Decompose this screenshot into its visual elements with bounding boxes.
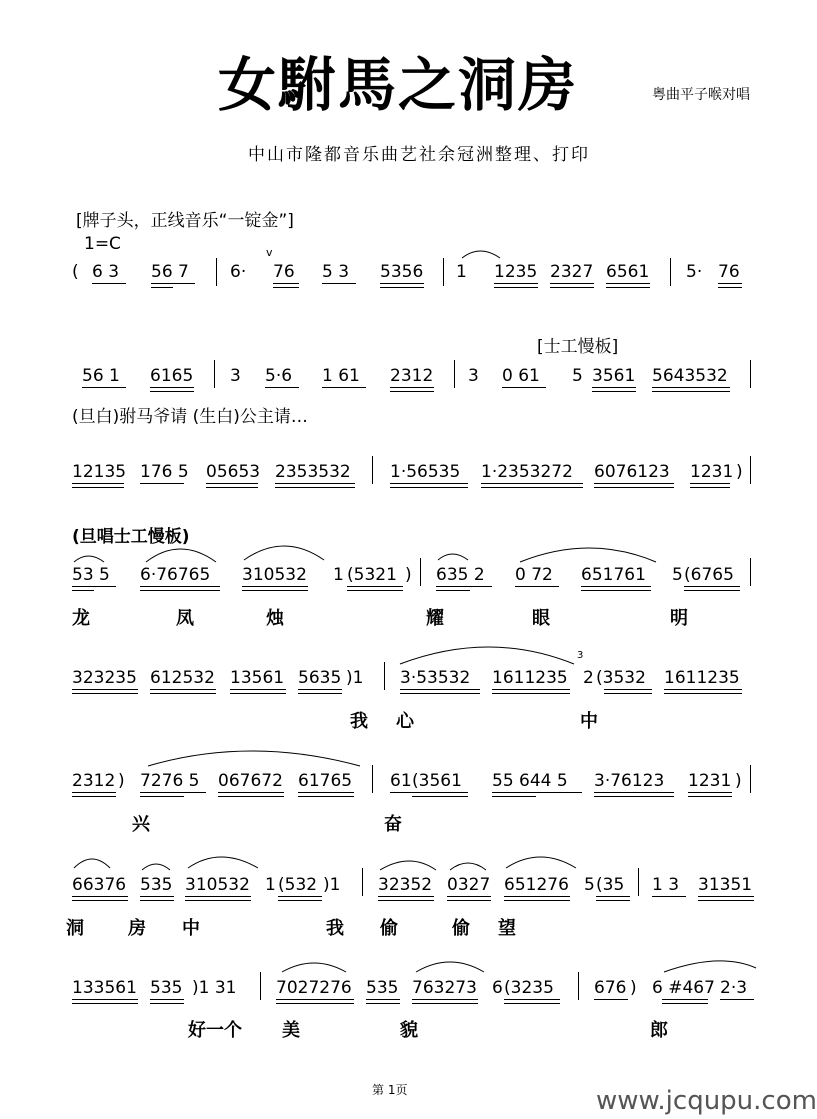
note-group: 133561 [72,978,137,998]
note-group: 2 [583,668,594,688]
note-group: 1 [456,262,467,282]
lyric-char: 偷 [380,918,398,939]
note-group: 5· [686,262,703,282]
lyric-char: 洞 [66,918,84,939]
note-group: 55 644 5 [492,771,568,791]
note-group: 651276 [504,875,569,895]
note-group: 5 3 [322,262,350,282]
note-group: 763273 [412,978,477,998]
lyric-char: 耀 [426,608,444,629]
lyric-char: 我 [326,918,344,939]
key-signature: 1=C [84,234,121,254]
note-group: 6· [230,262,247,282]
note-group: 1·56535 [390,462,461,482]
lyric-char: 中 [580,711,598,732]
note-group: 6076123 [594,462,670,482]
note-group: 3·76123 [594,771,665,791]
lyric-char: 好一个 [188,1020,242,1041]
lyric-char: 龙 [72,608,90,629]
note-group: 0 72 [515,565,553,585]
note-group: 310532 [185,875,250,895]
note-group: 1 61 [322,366,360,386]
note-group: 2327 [550,262,594,282]
note-group: 56 7 [151,262,189,282]
note-group: 5·6 [265,366,293,386]
note-group: 1611235 [664,668,740,688]
lyric-char: 房 [128,918,146,939]
note-group: 3·53532 [400,668,471,688]
note-group: 5 [572,366,583,386]
section-label: [士工慢板] [537,337,619,357]
note-group: 0 61 [502,366,540,386]
note-group: 3561 [592,366,636,386]
note-group: 1231 [688,771,732,791]
note-group: ) [118,771,125,791]
note-group: )1 31 [192,978,237,998]
lyric-char: 眼 [532,608,550,629]
note-group: 76 [273,262,295,282]
lyric-char: 望 [498,918,516,939]
note-group: 56 1 [82,366,120,386]
lyric-char: 我 [350,711,368,732]
note-group: 612532 [150,668,215,688]
note-group: 66376 [72,875,127,895]
note-group: 535 [140,875,173,895]
lyric-char: 中 [182,918,200,939]
note-group: 1611235 [492,668,568,688]
note-group: 176 5 [140,462,189,482]
note-group: 61 [390,771,412,791]
note-group: 5643532 [652,366,728,386]
note-group: 7276 5 [140,771,200,791]
page-subtitle: 粤曲平子喉对唱 [652,87,750,103]
note-group: 31351 [698,875,753,895]
note-group: (3235 [504,978,554,998]
note-group: 1 3 [652,875,680,895]
note-group: 61765 [298,771,353,791]
page-number: 第 1页 [372,1083,408,1097]
note-group: ( [72,262,79,282]
note-group: 067672 [218,771,283,791]
triplet-mark: 3 [577,650,584,661]
note-group: 6 3 [92,262,120,282]
note-group: 1 [333,565,344,585]
note-group: 3 [230,366,241,386]
note-group: )1 [323,875,341,895]
section-label: (旦唱士工慢板) [72,527,190,547]
lyric-char: 貌 [400,1020,418,1041]
note-group: 6561 [606,262,650,282]
lyric-char: 心 [396,711,414,732]
note-group: 1235 [494,262,538,282]
note-group: 53 5 [72,565,110,585]
note-group: 7027276 [276,978,352,998]
note-group: (3561 [412,771,462,791]
note-group: 0327 [447,875,491,895]
lyric-char: 郎 [650,1020,668,1041]
lyric-char: 奋 [384,814,402,835]
note-group: (5321 [347,565,397,585]
note-group: 2312 [390,366,434,386]
note-group: 1·2353272 [481,462,573,482]
note-group: ) [405,565,412,585]
section-label: [牌子头，正线音乐“一锭金”] [76,211,294,231]
note-group: (35 [596,875,625,895]
page-title: 女駙馬之洞房 [218,51,579,119]
note-group: 3 [468,366,479,386]
lyric-char: 美 [282,1020,300,1041]
lyric-char: 偷 [452,918,470,939]
note-group: 635 2 [436,565,485,585]
note-group: 6·76765 [140,565,211,585]
note-group: 6165 [150,366,194,386]
note-group: 6 #467 [652,978,715,998]
note-group: 5 [672,565,683,585]
note-group: 5356 [380,262,424,282]
note-group: 1231 [690,462,734,482]
note-group: 535 [366,978,399,998]
lyric-char: 兴 [132,814,150,835]
breath-mark: v [266,246,273,259]
note-group: 2353532 [275,462,351,482]
note-group: (3532 [596,668,646,688]
note-group: 76 [718,262,740,282]
note-group: (6765 [684,565,734,585]
note-group: 13561 [230,668,285,688]
lyric-char: 明 [670,608,688,629]
note-group: 5635 [298,668,342,688]
spoken-dialogue: (旦白)驸马爷请 (生白)公主请… [72,407,308,427]
note-group: 2·3 [720,978,748,998]
note-group: 6 [492,978,503,998]
note-group: 1 [265,875,276,895]
note-group: ) [735,771,742,791]
note-group: 535 [150,978,183,998]
note-group: 05653 [206,462,261,482]
note-group: ) [736,462,743,482]
note-group: ) [630,978,637,998]
lyric-char: 凤 [176,608,194,629]
note-group: 651761 [581,565,646,585]
note-group: )1 [346,668,364,688]
note-group: 676 [594,978,627,998]
lyric-char: 烛 [266,608,284,629]
note-group: 2312 [72,771,116,791]
note-group: 32352 [378,875,433,895]
note-group: 5 [584,875,595,895]
note-group: 323235 [72,668,137,688]
note-group: 310532 [242,565,307,585]
arranger-credit: 中山市隆都音乐曲艺社余冠洲整理、打印 [248,145,590,165]
note-group: (532 [278,875,318,895]
site-watermark: www.jcqupu.com [596,1086,817,1116]
note-group: 12135 [72,462,127,482]
